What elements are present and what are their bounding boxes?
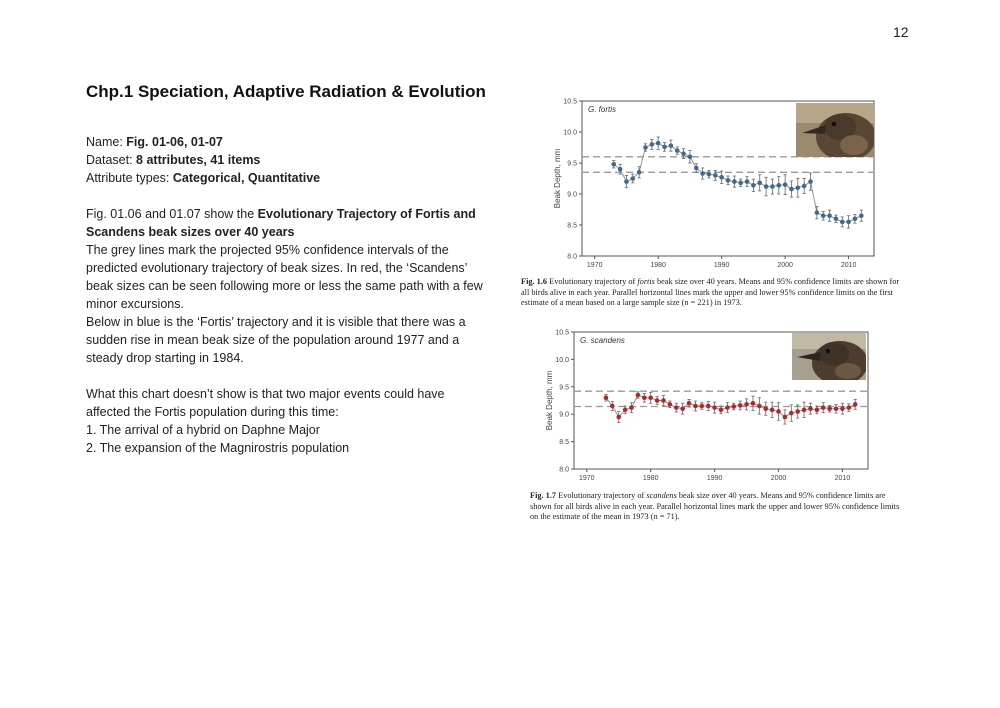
panel-label: G. scandens xyxy=(580,336,625,345)
data-point xyxy=(776,183,781,188)
x-tick-label: 2000 xyxy=(770,475,787,482)
meta-dataset-label: Dataset: xyxy=(86,153,137,167)
data-point xyxy=(642,395,647,400)
data-point xyxy=(623,408,628,413)
y-axis-label: Beak Depth, mm xyxy=(553,148,562,209)
caption-species: scandens xyxy=(646,491,677,500)
y-tick-label: 8.5 xyxy=(559,439,569,447)
data-point xyxy=(611,162,616,167)
data-point xyxy=(846,220,851,225)
y-tick-label: 10.0 xyxy=(555,356,569,364)
data-point xyxy=(713,173,718,178)
data-point xyxy=(629,405,634,410)
data-point xyxy=(853,402,858,407)
data-point xyxy=(783,415,788,420)
data-point xyxy=(834,406,839,411)
data-point xyxy=(610,404,615,409)
finch-photo-icon xyxy=(792,333,866,380)
data-point xyxy=(757,181,762,186)
y-tick-label: 9.0 xyxy=(559,411,569,419)
data-point xyxy=(669,143,674,148)
data-point xyxy=(700,171,705,176)
meta-name-row xyxy=(86,133,320,151)
data-point xyxy=(821,405,826,410)
data-point xyxy=(656,141,661,146)
data-point xyxy=(650,142,655,147)
data-point xyxy=(648,395,653,400)
finch-photo-icon xyxy=(796,103,874,157)
data-point xyxy=(694,166,699,171)
y-tick-label: 8.5 xyxy=(567,222,577,230)
data-point xyxy=(808,179,813,184)
data-point xyxy=(674,405,679,410)
description-intro xyxy=(86,205,486,241)
figure-fortis-caption xyxy=(521,277,907,309)
data-point xyxy=(712,405,717,410)
x-tick-label: 2000 xyxy=(777,262,793,268)
data-point xyxy=(764,184,769,189)
data-point xyxy=(815,210,820,215)
data-point xyxy=(757,404,762,409)
description-paragraph-2: Below in blue is the ‘Fortis’ trajectory and it is visible that there was a sudden rise in mean beak size of the population around 1977 and a steady drop starting in 1984. xyxy=(86,315,466,365)
data-point xyxy=(637,170,642,175)
data-point xyxy=(802,408,807,413)
meta-name-value: Fig. 01-06, 01-07 xyxy=(126,135,223,149)
data-point xyxy=(744,402,749,407)
data-point xyxy=(789,411,794,416)
data-point xyxy=(732,179,737,184)
y-tick-label: 10.5 xyxy=(563,98,577,106)
data-point xyxy=(776,409,781,414)
page-title: Chp.1 Speciation, Adaptive Radiation & Evolution xyxy=(86,82,486,101)
data-point xyxy=(636,393,641,398)
y-tick-label: 10.5 xyxy=(555,329,569,337)
x-tick-label: 1990 xyxy=(713,262,730,268)
data-point xyxy=(847,405,852,410)
x-tick-label: 2010 xyxy=(840,262,857,268)
data-point xyxy=(802,184,807,189)
list-item: 2. The expansion of the Magnirostris population xyxy=(86,441,350,455)
data-point xyxy=(751,183,756,188)
data-point xyxy=(763,406,768,411)
data-point xyxy=(707,172,712,177)
data-point xyxy=(840,220,845,225)
data-point xyxy=(796,186,801,191)
intro-bold: Evolutionary Trajectory of Fortis and Scandens beak sizes over 40 years xyxy=(86,207,476,239)
caption-text: beak size over 40 years. Means and 95% confidence limits are shown for all birds alive in each year. Parallel horizontal lines mark the upper and lower 95% confidence limits on the estimate of the mean in 1973 (n = 71). xyxy=(530,491,900,521)
y-tick-label: 8.0 xyxy=(559,466,569,474)
description-paragraph-3: What this chart doesn’t show is that two major events could have affected the Fortis population during this time: xyxy=(86,387,445,419)
data-point xyxy=(681,151,686,156)
caption-text: beak size over 40 years. Means and 95% confidence limits are shown for all birds alive in each year. Parallel horizontal lines mark the upper and lower 95% confidence limits on the first estimate of a mean based on a large sample size (n = 221) in 1973. xyxy=(521,277,900,307)
data-point xyxy=(751,401,756,406)
meta-dataset-row xyxy=(86,151,320,169)
data-point xyxy=(783,182,788,187)
data-point xyxy=(618,167,623,172)
data-point xyxy=(859,213,864,218)
data-point xyxy=(655,398,660,403)
data-point xyxy=(853,217,858,222)
y-tick-label: 9.5 xyxy=(567,160,577,168)
page-number: 12 xyxy=(893,24,909,40)
x-tick-label: 1980 xyxy=(642,475,659,482)
caption-species: fortis xyxy=(637,277,655,286)
y-tick-label: 9.5 xyxy=(559,384,569,392)
data-point xyxy=(680,406,685,411)
data-point xyxy=(604,395,609,400)
meta-types-label: Attribute types: xyxy=(86,171,173,185)
data-point xyxy=(738,403,743,408)
data-point xyxy=(726,178,731,183)
data-point xyxy=(840,406,845,411)
data-point xyxy=(770,408,775,413)
panel-label: G. fortis xyxy=(588,105,617,114)
data-point xyxy=(700,404,705,409)
intro-prefix: Fig. 01.06 and 01.07 show the xyxy=(86,207,258,221)
x-tick-label: 1990 xyxy=(706,475,723,482)
data-point xyxy=(827,406,832,411)
meta-dataset-value: 8 attributes, 41 items xyxy=(136,153,261,167)
x-tick-label: 1980 xyxy=(650,262,666,268)
figure-scandens-caption xyxy=(530,491,902,523)
data-point xyxy=(688,155,693,160)
data-point xyxy=(662,145,667,150)
meta-types-row xyxy=(86,169,320,187)
caption-number: Fig. 1.6 xyxy=(521,277,548,286)
data-point xyxy=(706,404,711,409)
description-paragraph-1: The grey lines mark the projected 95% confidence intervals of the predicted evolutionary trajectory of beak sizes. In red, the ‘Scandens’ beak sizes can be seen following more or less the same path with a few minor excursions. xyxy=(86,243,483,311)
data-point xyxy=(745,179,750,184)
data-point xyxy=(624,179,629,184)
fortis-bird-photo xyxy=(796,103,874,157)
data-point xyxy=(770,184,775,189)
data-point xyxy=(675,148,680,153)
data-point xyxy=(643,145,648,150)
x-tick-label: 1970 xyxy=(586,262,603,268)
description xyxy=(86,205,486,457)
data-point xyxy=(668,402,673,407)
y-axis-label: Beak Depth, mm xyxy=(545,370,554,431)
y-tick-label: 8.0 xyxy=(567,253,577,261)
figure-metadata xyxy=(86,133,320,187)
meta-types-value: Categorical, Quantitative xyxy=(172,171,321,185)
data-point xyxy=(815,408,820,413)
caption-number: Fig. 1.7 xyxy=(530,491,557,500)
data-point xyxy=(808,406,813,411)
data-point xyxy=(731,404,736,409)
scandens-bird-photo xyxy=(792,333,866,380)
caption-text: Evolutionary trajectory of xyxy=(556,491,647,500)
data-point xyxy=(827,213,832,218)
data-point xyxy=(738,181,743,186)
caption-text: Evolutionary trajectory of xyxy=(547,277,638,286)
x-tick-label: 1970 xyxy=(578,475,595,482)
data-point xyxy=(789,187,794,192)
data-point xyxy=(795,409,800,414)
data-point xyxy=(693,404,698,409)
data-point xyxy=(725,405,730,410)
meta-name-label: Name: xyxy=(86,135,127,149)
list-item: 1. The arrival of a hybrid on Daphne Major xyxy=(86,423,320,437)
data-point xyxy=(630,176,635,181)
y-tick-label: 9.0 xyxy=(567,191,577,199)
data-point xyxy=(821,213,826,218)
data-point xyxy=(616,415,621,420)
data-point xyxy=(719,408,724,413)
x-tick-label: 2010 xyxy=(834,475,851,482)
data-point xyxy=(719,175,724,180)
data-point xyxy=(687,401,692,406)
data-point xyxy=(834,217,839,222)
y-tick-label: 10.0 xyxy=(563,129,577,137)
data-point xyxy=(661,398,666,403)
